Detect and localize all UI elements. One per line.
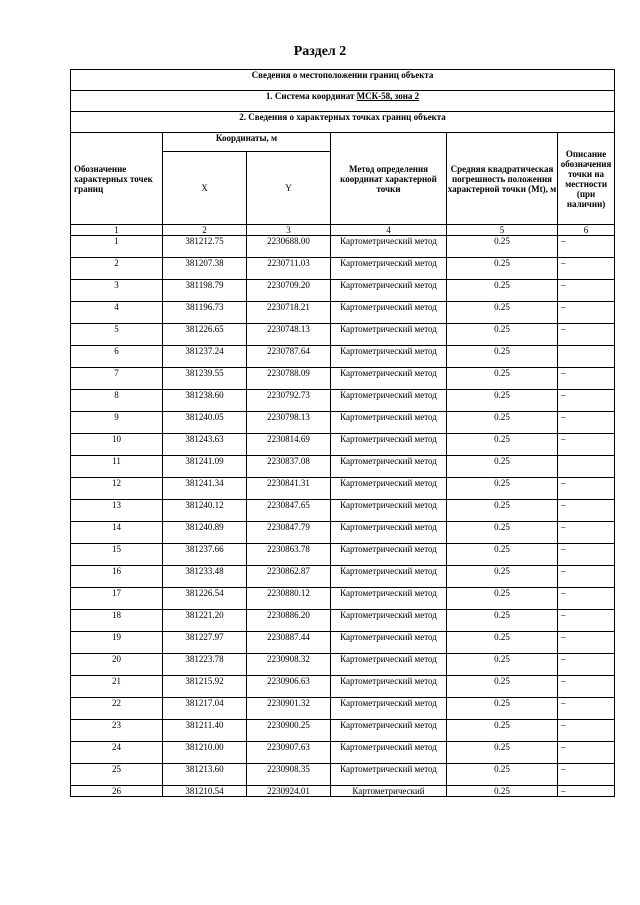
header-y: Y bbox=[247, 152, 331, 225]
error-cell: 0.25 bbox=[447, 346, 558, 368]
y-coordinate-cell: 2230788.09 bbox=[247, 368, 331, 390]
description-cell: – bbox=[558, 654, 615, 676]
method-cell: Картометрический метод bbox=[331, 632, 447, 654]
error-cell: 0.25 bbox=[447, 500, 558, 522]
y-coordinate-cell: 2230880.12 bbox=[247, 588, 331, 610]
error-cell: 0.25 bbox=[447, 544, 558, 566]
description-cell: – bbox=[558, 544, 615, 566]
x-coordinate-cell: 381240.12 bbox=[163, 500, 247, 522]
y-coordinate-cell: 2230814.69 bbox=[247, 434, 331, 456]
y-coordinate-cell: 2230748.13 bbox=[247, 324, 331, 346]
y-coordinate-cell: 2230924.01 bbox=[247, 786, 331, 797]
header-method: Метод определения координат характерной точки bbox=[331, 133, 447, 225]
point-number-cell: 26 bbox=[71, 786, 163, 797]
column-number: 4 bbox=[331, 225, 447, 236]
x-coordinate-cell: 381223.78 bbox=[163, 654, 247, 676]
method-cell: Картометрический метод bbox=[331, 654, 447, 676]
table-row bbox=[71, 346, 615, 368]
description-cell bbox=[558, 456, 615, 478]
x-coordinate-cell: 381212.75 bbox=[163, 236, 247, 258]
error-cell: 0.25 bbox=[447, 566, 558, 588]
y-coordinate-cell: 2230900.25 bbox=[247, 720, 331, 742]
method-cell: Картометрический метод bbox=[331, 500, 447, 522]
point-number-cell: 7 bbox=[71, 368, 163, 390]
error-cell: 0.25 bbox=[447, 258, 558, 280]
table-row bbox=[71, 720, 615, 742]
point-number-cell: 21 bbox=[71, 676, 163, 698]
point-number-cell: 4 bbox=[71, 302, 163, 324]
description-cell: – bbox=[558, 500, 615, 522]
description-cell: – bbox=[558, 786, 615, 797]
point-number-cell: 6 bbox=[71, 346, 163, 368]
point-number-cell: 12 bbox=[71, 478, 163, 500]
x-coordinate-cell: 381243.63 bbox=[163, 434, 247, 456]
method-cell: Картометрический метод bbox=[331, 720, 447, 742]
method-cell: Картометрический метод bbox=[331, 280, 447, 302]
description-cell: – bbox=[558, 676, 615, 698]
error-cell: 0.25 bbox=[447, 610, 558, 632]
table-row bbox=[71, 258, 615, 280]
point-number-cell: 9 bbox=[71, 412, 163, 434]
x-coordinate-cell: 381211.40 bbox=[163, 720, 247, 742]
column-number: 5 bbox=[447, 225, 558, 236]
description-cell: – bbox=[558, 610, 615, 632]
x-coordinate-cell: 381237.24 bbox=[163, 346, 247, 368]
x-coordinate-cell: 381227.97 bbox=[163, 632, 247, 654]
x-coordinate-cell: 381238.60 bbox=[163, 390, 247, 412]
y-coordinate-cell: 2230847.65 bbox=[247, 500, 331, 522]
x-coordinate-cell: 381221.20 bbox=[163, 610, 247, 632]
method-cell: Картометрический bbox=[331, 786, 447, 797]
method-cell: Картометрический метод bbox=[331, 676, 447, 698]
table-row bbox=[71, 280, 615, 302]
description-cell: – bbox=[558, 478, 615, 500]
description-cell: – bbox=[558, 720, 615, 742]
method-cell: Картометрический метод bbox=[331, 434, 447, 456]
point-number-cell: 20 bbox=[71, 654, 163, 676]
point-number-cell: 15 bbox=[71, 544, 163, 566]
description-cell: – bbox=[558, 324, 615, 346]
point-number-cell: 23 bbox=[71, 720, 163, 742]
header-x: X bbox=[163, 152, 247, 225]
table-row bbox=[71, 742, 615, 764]
method-cell: Картометрический метод bbox=[331, 324, 447, 346]
x-coordinate-cell: 381210.54 bbox=[163, 786, 247, 797]
y-coordinate-cell: 2230906.63 bbox=[247, 676, 331, 698]
method-cell: Картометрический метод bbox=[331, 302, 447, 324]
y-coordinate-cell: 2230863.78 bbox=[247, 544, 331, 566]
table-row bbox=[71, 588, 615, 610]
table-row bbox=[71, 610, 615, 632]
description-cell: – bbox=[558, 434, 615, 456]
x-coordinate-cell: 381241.09 bbox=[163, 456, 247, 478]
coord-system-cell bbox=[71, 91, 615, 112]
point-number-cell: 24 bbox=[71, 742, 163, 764]
description-cell: – bbox=[558, 742, 615, 764]
description-cell: – bbox=[558, 302, 615, 324]
coord-system-label: 1. Система координат bbox=[265, 91, 355, 101]
y-coordinate-cell: 2230711.03 bbox=[247, 258, 331, 280]
table-row bbox=[71, 500, 615, 522]
error-cell: 0.25 bbox=[447, 324, 558, 346]
y-coordinate-cell: 2230792.73 bbox=[247, 390, 331, 412]
error-cell: 0.25 bbox=[447, 280, 558, 302]
point-number-cell: 17 bbox=[71, 588, 163, 610]
point-number-cell: 3 bbox=[71, 280, 163, 302]
description-cell: – bbox=[558, 368, 615, 390]
error-cell: 0.25 bbox=[447, 632, 558, 654]
x-coordinate-cell: 381215.92 bbox=[163, 676, 247, 698]
point-number-cell: 1 bbox=[71, 236, 163, 258]
y-coordinate-cell: 2230886.20 bbox=[247, 610, 331, 632]
point-number-cell: 25 bbox=[71, 764, 163, 786]
y-coordinate-cell: 2230847.79 bbox=[247, 522, 331, 544]
x-coordinate-cell: 381241.34 bbox=[163, 478, 247, 500]
method-cell: Картометрический метод bbox=[331, 478, 447, 500]
point-number-cell: 10 bbox=[71, 434, 163, 456]
y-coordinate-cell: 2230798.13 bbox=[247, 412, 331, 434]
y-coordinate-cell: 2230887.44 bbox=[247, 632, 331, 654]
description-cell: – bbox=[558, 764, 615, 786]
column-number: 2 bbox=[163, 225, 247, 236]
section-title: Раздел 2 bbox=[293, 44, 347, 59]
table-row bbox=[71, 566, 615, 588]
table-row bbox=[71, 456, 615, 478]
point-number-cell: 19 bbox=[71, 632, 163, 654]
table-row bbox=[71, 390, 615, 412]
table-row bbox=[71, 632, 615, 654]
x-coordinate-cell: 381213.60 bbox=[163, 764, 247, 786]
description-cell: – bbox=[558, 698, 615, 720]
description-cell bbox=[558, 346, 615, 368]
header-error: Средняя квадратическая погрешность положения характерной точки (Mt), м bbox=[447, 133, 558, 225]
header-point-designation: Обозначение характерных точек границ bbox=[71, 133, 163, 225]
method-cell: Картометрический метод bbox=[331, 412, 447, 434]
description-cell: – bbox=[558, 632, 615, 654]
boundary-points-table bbox=[70, 69, 615, 797]
y-coordinate-cell: 2230908.35 bbox=[247, 764, 331, 786]
y-coordinate-cell: 2230862.87 bbox=[247, 566, 331, 588]
error-cell: 0.25 bbox=[447, 434, 558, 456]
method-cell: Картометрический метод bbox=[331, 698, 447, 720]
coord-system-value: МСК-58, зона 2 bbox=[356, 91, 420, 101]
method-cell: Картометрический метод bbox=[331, 764, 447, 786]
header-coordinates: Координаты, м bbox=[163, 133, 331, 152]
error-cell: 0.25 bbox=[447, 720, 558, 742]
table-row bbox=[71, 478, 615, 500]
method-cell: Картометрический метод bbox=[331, 610, 447, 632]
table-row bbox=[71, 522, 615, 544]
method-cell: Картометрический метод bbox=[331, 742, 447, 764]
method-cell: Картометрический метод bbox=[331, 346, 447, 368]
x-coordinate-cell: 381233.48 bbox=[163, 566, 247, 588]
error-cell: 0.25 bbox=[447, 742, 558, 764]
header-row-1 bbox=[71, 133, 615, 152]
method-cell: Картометрический метод bbox=[331, 544, 447, 566]
point-number-cell: 13 bbox=[71, 500, 163, 522]
method-cell: Картометрический метод bbox=[331, 456, 447, 478]
table-row bbox=[71, 302, 615, 324]
column-number-row bbox=[71, 225, 615, 236]
x-coordinate-cell: 381240.89 bbox=[163, 522, 247, 544]
y-coordinate-cell: 2230837.08 bbox=[247, 456, 331, 478]
error-cell: 0.25 bbox=[447, 302, 558, 324]
y-coordinate-cell: 2230907.63 bbox=[247, 742, 331, 764]
error-cell: 0.25 bbox=[447, 654, 558, 676]
method-cell: Картометрический метод bbox=[331, 390, 447, 412]
table-row bbox=[71, 368, 615, 390]
error-cell: 0.25 bbox=[447, 412, 558, 434]
point-number-cell: 11 bbox=[71, 456, 163, 478]
x-coordinate-cell: 381198.79 bbox=[163, 280, 247, 302]
method-cell: Картометрический метод bbox=[331, 258, 447, 280]
points-section-label: 2. Сведения о характерных точках границ объекта bbox=[71, 112, 615, 133]
point-number-cell: 5 bbox=[71, 324, 163, 346]
y-coordinate-cell: 2230718.21 bbox=[247, 302, 331, 324]
table-row bbox=[71, 764, 615, 786]
y-coordinate-cell: 2230908.32 bbox=[247, 654, 331, 676]
error-cell: 0.25 bbox=[447, 456, 558, 478]
description-cell: – bbox=[558, 412, 615, 434]
description-cell: – bbox=[558, 390, 615, 412]
table-title-row bbox=[71, 70, 615, 91]
x-coordinate-cell: 381237.66 bbox=[163, 544, 247, 566]
y-coordinate-cell: 2230841.31 bbox=[247, 478, 331, 500]
description-cell: – bbox=[558, 566, 615, 588]
description-cell: – bbox=[558, 236, 615, 258]
description-cell: – bbox=[558, 280, 615, 302]
points-section-row bbox=[71, 112, 615, 133]
column-number: 6 bbox=[558, 225, 615, 236]
error-cell: 0.25 bbox=[447, 698, 558, 720]
error-cell: 0.25 bbox=[447, 236, 558, 258]
point-number-cell: 22 bbox=[71, 698, 163, 720]
table-row bbox=[71, 676, 615, 698]
y-coordinate-cell: 2230901.32 bbox=[247, 698, 331, 720]
column-number: 1 bbox=[71, 225, 163, 236]
error-cell: 0.25 bbox=[447, 522, 558, 544]
point-number-cell: 8 bbox=[71, 390, 163, 412]
method-cell: Картометрический метод bbox=[331, 566, 447, 588]
x-coordinate-cell: 381226.54 bbox=[163, 588, 247, 610]
method-cell: Картометрический метод bbox=[331, 368, 447, 390]
error-cell: 0.25 bbox=[447, 676, 558, 698]
column-number: 3 bbox=[247, 225, 331, 236]
y-coordinate-cell: 2230709.20 bbox=[247, 280, 331, 302]
error-cell: 0.25 bbox=[447, 368, 558, 390]
table-row bbox=[71, 654, 615, 676]
x-coordinate-cell: 381210.00 bbox=[163, 742, 247, 764]
table-row bbox=[71, 236, 615, 258]
x-coordinate-cell: 381240.05 bbox=[163, 412, 247, 434]
description-cell: – bbox=[558, 522, 615, 544]
table-row bbox=[71, 698, 615, 720]
coord-system-row bbox=[71, 91, 615, 112]
error-cell: 0.25 bbox=[447, 764, 558, 786]
x-coordinate-cell: 381226.65 bbox=[163, 324, 247, 346]
description-cell: – bbox=[558, 588, 615, 610]
method-cell: Картометрический метод bbox=[331, 588, 447, 610]
error-cell: 0.25 bbox=[447, 478, 558, 500]
error-cell: 0.25 bbox=[447, 588, 558, 610]
table-row bbox=[71, 412, 615, 434]
x-coordinate-cell: 381207.38 bbox=[163, 258, 247, 280]
x-coordinate-cell: 381217.04 bbox=[163, 698, 247, 720]
table-row bbox=[71, 324, 615, 346]
table-row bbox=[71, 786, 615, 797]
point-number-cell: 18 bbox=[71, 610, 163, 632]
point-number-cell: 2 bbox=[71, 258, 163, 280]
point-number-cell: 14 bbox=[71, 522, 163, 544]
point-number-cell: 16 bbox=[71, 566, 163, 588]
error-cell: 0.25 bbox=[447, 390, 558, 412]
header-description: Описание обозначения точки на местности (при наличии) bbox=[558, 133, 615, 225]
method-cell: Картометрический метод bbox=[331, 522, 447, 544]
description-cell: – bbox=[558, 258, 615, 280]
table-row bbox=[71, 434, 615, 456]
method-cell: Картометрический метод bbox=[331, 236, 447, 258]
error-cell: 0.25 bbox=[447, 786, 558, 797]
table-title: Сведения о местоположении границ объекта bbox=[71, 70, 615, 91]
y-coordinate-cell: 2230688.00 bbox=[247, 236, 331, 258]
x-coordinate-cell: 381239.55 bbox=[163, 368, 247, 390]
x-coordinate-cell: 381196.73 bbox=[163, 302, 247, 324]
table-row bbox=[71, 544, 615, 566]
y-coordinate-cell: 2230787.64 bbox=[247, 346, 331, 368]
